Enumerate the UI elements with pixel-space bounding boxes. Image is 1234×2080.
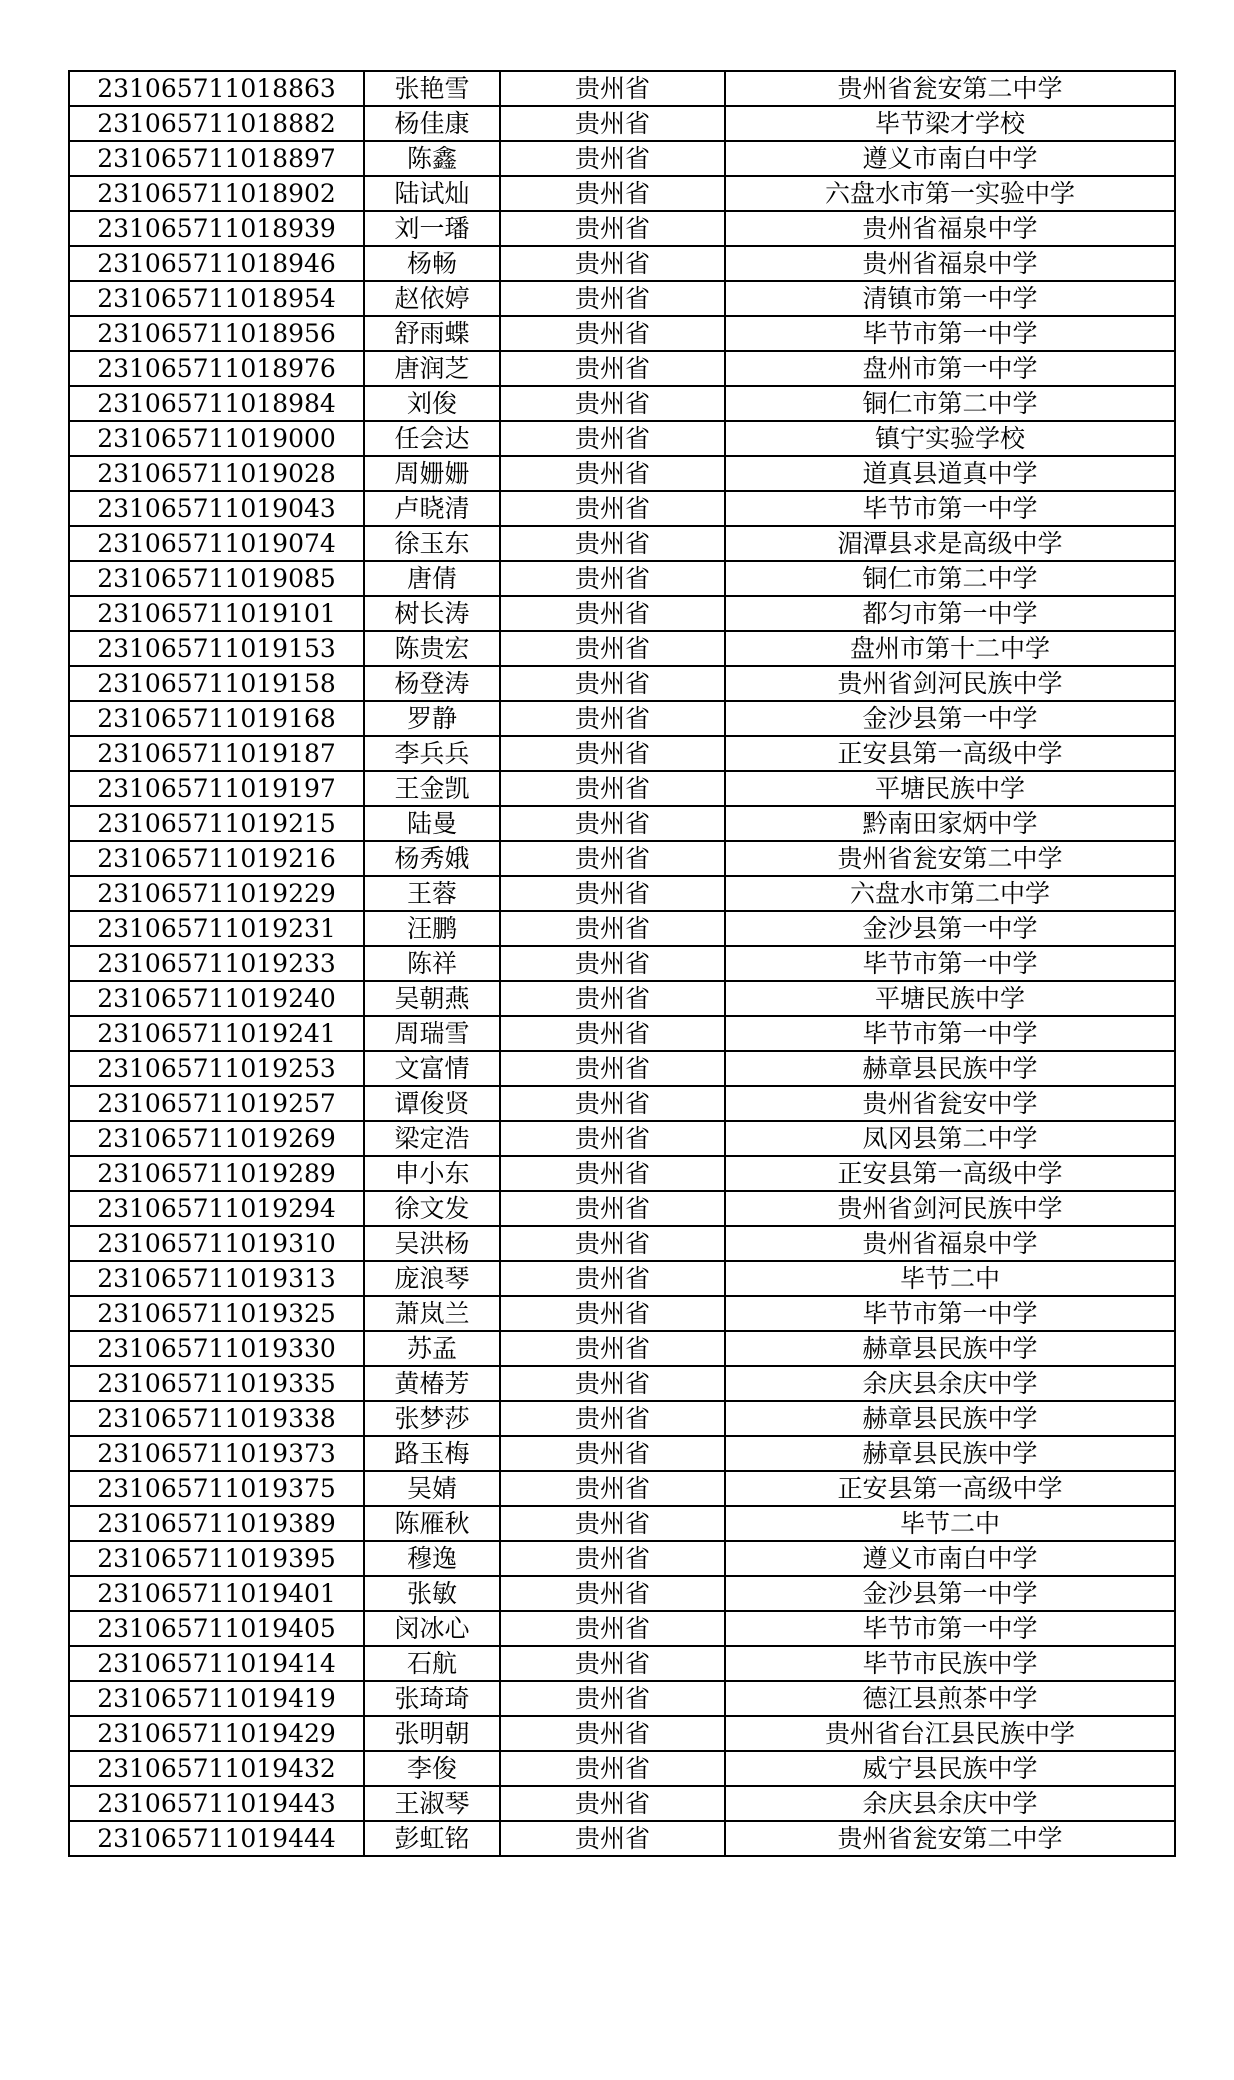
name-cell: 卢晓清 xyxy=(364,491,500,526)
province-cell: 贵州省 xyxy=(500,281,725,316)
table-row xyxy=(69,596,1175,631)
province-cell: 贵州省 xyxy=(500,141,725,176)
province-cell: 贵州省 xyxy=(500,1681,725,1716)
school-cell: 清镇市第一中学 xyxy=(725,281,1175,316)
province-cell: 贵州省 xyxy=(500,106,725,141)
roster-table xyxy=(68,70,1176,1857)
candidate-id-cell: 231065711019231 xyxy=(69,911,364,946)
province-cell: 贵州省 xyxy=(500,246,725,281)
table-row xyxy=(69,561,1175,596)
table-row xyxy=(69,246,1175,281)
table-row xyxy=(69,841,1175,876)
candidate-id-cell: 231065711019241 xyxy=(69,1016,364,1051)
province-cell: 贵州省 xyxy=(500,1016,725,1051)
school-cell: 凤冈县第二中学 xyxy=(725,1121,1175,1156)
candidate-id-cell: 231065711019419 xyxy=(69,1681,364,1716)
candidate-id-cell: 231065711019289 xyxy=(69,1156,364,1191)
school-cell: 贵州省剑河民族中学 xyxy=(725,1191,1175,1226)
candidate-id-cell: 231065711018863 xyxy=(69,71,364,106)
table-row xyxy=(69,1191,1175,1226)
school-cell: 六盘水市第二中学 xyxy=(725,876,1175,911)
name-cell: 李兵兵 xyxy=(364,736,500,771)
name-cell: 陆试灿 xyxy=(364,176,500,211)
name-cell: 陆曼 xyxy=(364,806,500,841)
province-cell: 贵州省 xyxy=(500,1226,725,1261)
school-cell: 毕节市第一中学 xyxy=(725,491,1175,526)
name-cell: 陈祥 xyxy=(364,946,500,981)
province-cell: 贵州省 xyxy=(500,211,725,246)
province-cell: 贵州省 xyxy=(500,1051,725,1086)
province-cell: 贵州省 xyxy=(500,1646,725,1681)
province-cell: 贵州省 xyxy=(500,1261,725,1296)
candidate-id-cell: 231065711018897 xyxy=(69,141,364,176)
name-cell: 唐倩 xyxy=(364,561,500,596)
school-cell: 毕节市第一中学 xyxy=(725,316,1175,351)
name-cell: 刘一璠 xyxy=(364,211,500,246)
school-cell: 正安县第一高级中学 xyxy=(725,1471,1175,1506)
name-cell: 李俊 xyxy=(364,1751,500,1786)
province-cell: 贵州省 xyxy=(500,316,725,351)
school-cell: 毕节市第一中学 xyxy=(725,1016,1175,1051)
province-cell: 贵州省 xyxy=(500,771,725,806)
candidate-id-cell: 231065711019215 xyxy=(69,806,364,841)
school-cell: 平塘民族中学 xyxy=(725,981,1175,1016)
province-cell: 贵州省 xyxy=(500,1716,725,1751)
candidate-id-cell: 231065711019074 xyxy=(69,526,364,561)
table-row xyxy=(69,211,1175,246)
candidate-id-cell: 231065711019443 xyxy=(69,1786,364,1821)
name-cell: 文富情 xyxy=(364,1051,500,1086)
candidate-id-cell: 231065711018882 xyxy=(69,106,364,141)
table-row xyxy=(69,71,1175,106)
school-cell: 六盘水市第一实验中学 xyxy=(725,176,1175,211)
table-row xyxy=(69,1821,1175,1856)
candidate-id-cell: 231065711019389 xyxy=(69,1506,364,1541)
school-cell: 贵州省瓮安第二中学 xyxy=(725,1821,1175,1856)
school-cell: 金沙县第一中学 xyxy=(725,701,1175,736)
candidate-id-cell: 231065711018902 xyxy=(69,176,364,211)
name-cell: 周姗姗 xyxy=(364,456,500,491)
name-cell: 王淑琴 xyxy=(364,1786,500,1821)
school-cell: 贵州省瓮安第二中学 xyxy=(725,71,1175,106)
candidate-id-cell: 231065711019335 xyxy=(69,1366,364,1401)
school-cell: 赫章县民族中学 xyxy=(725,1331,1175,1366)
table-row xyxy=(69,1611,1175,1646)
table-row xyxy=(69,631,1175,666)
name-cell: 黄椿芳 xyxy=(364,1366,500,1401)
table-row xyxy=(69,771,1175,806)
table-row xyxy=(69,1681,1175,1716)
table-row xyxy=(69,1786,1175,1821)
name-cell: 杨佳康 xyxy=(364,106,500,141)
table-row xyxy=(69,1366,1175,1401)
province-cell: 贵州省 xyxy=(500,1576,725,1611)
table-row xyxy=(69,1541,1175,1576)
school-cell: 金沙县第一中学 xyxy=(725,1576,1175,1611)
school-cell: 毕节梁才学校 xyxy=(725,106,1175,141)
table-row xyxy=(69,946,1175,981)
school-cell: 贵州省瓮安中学 xyxy=(725,1086,1175,1121)
candidate-id-cell: 231065711018984 xyxy=(69,386,364,421)
table-row xyxy=(69,316,1175,351)
name-cell: 吴婧 xyxy=(364,1471,500,1506)
table-row xyxy=(69,911,1175,946)
province-cell: 贵州省 xyxy=(500,1401,725,1436)
name-cell: 舒雨蝶 xyxy=(364,316,500,351)
name-cell: 唐润芝 xyxy=(364,351,500,386)
candidate-id-cell: 231065711019429 xyxy=(69,1716,364,1751)
candidate-id-cell: 231065711019233 xyxy=(69,946,364,981)
name-cell: 穆逸 xyxy=(364,1541,500,1576)
school-cell: 贵州省台江县民族中学 xyxy=(725,1716,1175,1751)
table-row xyxy=(69,421,1175,456)
candidate-id-cell: 231065711019338 xyxy=(69,1401,364,1436)
candidate-id-cell: 231065711019325 xyxy=(69,1296,364,1331)
candidate-id-cell: 231065711018954 xyxy=(69,281,364,316)
name-cell: 陈鑫 xyxy=(364,141,500,176)
name-cell: 苏孟 xyxy=(364,1331,500,1366)
province-cell: 贵州省 xyxy=(500,666,725,701)
province-cell: 贵州省 xyxy=(500,736,725,771)
school-cell: 道真县道真中学 xyxy=(725,456,1175,491)
school-cell: 毕节二中 xyxy=(725,1261,1175,1296)
school-cell: 盘州市第一中学 xyxy=(725,351,1175,386)
candidate-id-cell: 231065711019158 xyxy=(69,666,364,701)
name-cell: 杨登涛 xyxy=(364,666,500,701)
table-row xyxy=(69,1331,1175,1366)
table-row xyxy=(69,1016,1175,1051)
name-cell: 杨秀娥 xyxy=(364,841,500,876)
school-cell: 铜仁市第二中学 xyxy=(725,561,1175,596)
table-row xyxy=(69,386,1175,421)
province-cell: 贵州省 xyxy=(500,911,725,946)
table-row xyxy=(69,526,1175,561)
province-cell: 贵州省 xyxy=(500,1821,725,1856)
table-row xyxy=(69,876,1175,911)
table-row xyxy=(69,491,1175,526)
province-cell: 贵州省 xyxy=(500,526,725,561)
table-row xyxy=(69,806,1175,841)
name-cell: 王蓉 xyxy=(364,876,500,911)
province-cell: 贵州省 xyxy=(500,421,725,456)
name-cell: 庞浪琴 xyxy=(364,1261,500,1296)
school-cell: 遵义市南白中学 xyxy=(725,141,1175,176)
name-cell: 路玉梅 xyxy=(364,1436,500,1471)
school-cell: 平塘民族中学 xyxy=(725,771,1175,806)
name-cell: 陈贵宏 xyxy=(364,631,500,666)
candidate-id-cell: 231065711019444 xyxy=(69,1821,364,1856)
candidate-id-cell: 231065711019313 xyxy=(69,1261,364,1296)
table-row xyxy=(69,1226,1175,1261)
school-cell: 贵州省剑河民族中学 xyxy=(725,666,1175,701)
candidate-id-cell: 231065711019330 xyxy=(69,1331,364,1366)
table-row xyxy=(69,1086,1175,1121)
table-row xyxy=(69,1716,1175,1751)
table-row xyxy=(69,141,1175,176)
candidate-id-cell: 231065711019240 xyxy=(69,981,364,1016)
table-row xyxy=(69,1576,1175,1611)
school-cell: 贵州省福泉中学 xyxy=(725,1226,1175,1261)
candidate-id-cell: 231065711019229 xyxy=(69,876,364,911)
candidate-id-cell: 231065711019401 xyxy=(69,1576,364,1611)
province-cell: 贵州省 xyxy=(500,386,725,421)
table-row xyxy=(69,456,1175,491)
name-cell: 树长涛 xyxy=(364,596,500,631)
name-cell: 张明朝 xyxy=(364,1716,500,1751)
province-cell: 贵州省 xyxy=(500,1471,725,1506)
province-cell: 贵州省 xyxy=(500,1191,725,1226)
school-cell: 湄潭县求是高级中学 xyxy=(725,526,1175,561)
school-cell: 黔南田家炳中学 xyxy=(725,806,1175,841)
school-cell: 贵州省福泉中学 xyxy=(725,211,1175,246)
province-cell: 贵州省 xyxy=(500,1541,725,1576)
province-cell: 贵州省 xyxy=(500,1086,725,1121)
province-cell: 贵州省 xyxy=(500,1121,725,1156)
province-cell: 贵州省 xyxy=(500,596,725,631)
name-cell: 罗静 xyxy=(364,701,500,736)
province-cell: 贵州省 xyxy=(500,946,725,981)
province-cell: 贵州省 xyxy=(500,1156,725,1191)
candidate-id-cell: 231065711019375 xyxy=(69,1471,364,1506)
province-cell: 贵州省 xyxy=(500,806,725,841)
table-row xyxy=(69,1051,1175,1086)
candidate-id-cell: 231065711019294 xyxy=(69,1191,364,1226)
candidate-id-cell: 231065711019168 xyxy=(69,701,364,736)
province-cell: 贵州省 xyxy=(500,981,725,1016)
province-cell: 贵州省 xyxy=(500,1331,725,1366)
province-cell: 贵州省 xyxy=(500,841,725,876)
school-cell: 毕节市第一中学 xyxy=(725,1611,1175,1646)
candidate-id-cell: 231065711019153 xyxy=(69,631,364,666)
name-cell: 闵冰心 xyxy=(364,1611,500,1646)
province-cell: 贵州省 xyxy=(500,631,725,666)
candidate-id-cell: 231065711019253 xyxy=(69,1051,364,1086)
candidate-id-cell: 231065711018939 xyxy=(69,211,364,246)
province-cell: 贵州省 xyxy=(500,1296,725,1331)
school-cell: 盘州市第十二中学 xyxy=(725,631,1175,666)
name-cell: 任会达 xyxy=(364,421,500,456)
candidate-id-cell: 231065711019187 xyxy=(69,736,364,771)
candidate-id-cell: 231065711019257 xyxy=(69,1086,364,1121)
school-cell: 毕节二中 xyxy=(725,1506,1175,1541)
candidate-id-cell: 231065711019085 xyxy=(69,561,364,596)
name-cell: 张梦莎 xyxy=(364,1401,500,1436)
province-cell: 贵州省 xyxy=(500,1786,725,1821)
name-cell: 赵依婷 xyxy=(364,281,500,316)
table-row xyxy=(69,1401,1175,1436)
school-cell: 毕节市第一中学 xyxy=(725,946,1175,981)
name-cell: 周瑞雪 xyxy=(364,1016,500,1051)
school-cell: 金沙县第一中学 xyxy=(725,911,1175,946)
school-cell: 正安县第一高级中学 xyxy=(725,1156,1175,1191)
province-cell: 贵州省 xyxy=(500,1506,725,1541)
table-row xyxy=(69,176,1175,211)
candidate-id-cell: 231065711019310 xyxy=(69,1226,364,1261)
province-cell: 贵州省 xyxy=(500,491,725,526)
school-cell: 贵州省瓮安第二中学 xyxy=(725,841,1175,876)
candidate-id-cell: 231065711018956 xyxy=(69,316,364,351)
table-row xyxy=(69,1471,1175,1506)
candidate-id-cell: 231065711019197 xyxy=(69,771,364,806)
school-cell: 铜仁市第二中学 xyxy=(725,386,1175,421)
name-cell: 张敏 xyxy=(364,1576,500,1611)
province-cell: 贵州省 xyxy=(500,456,725,491)
table-row xyxy=(69,701,1175,736)
province-cell: 贵州省 xyxy=(500,701,725,736)
table-row xyxy=(69,1751,1175,1786)
name-cell: 汪鹏 xyxy=(364,911,500,946)
candidate-id-cell: 231065711019432 xyxy=(69,1751,364,1786)
candidate-id-cell: 231065711019373 xyxy=(69,1436,364,1471)
school-cell: 德江县煎茶中学 xyxy=(725,1681,1175,1716)
school-cell: 遵义市南白中学 xyxy=(725,1541,1175,1576)
province-cell: 贵州省 xyxy=(500,1436,725,1471)
candidate-id-cell: 231065711019043 xyxy=(69,491,364,526)
name-cell: 彭虹铭 xyxy=(364,1821,500,1856)
school-cell: 镇宁实验学校 xyxy=(725,421,1175,456)
table-row xyxy=(69,1261,1175,1296)
name-cell: 石航 xyxy=(364,1646,500,1681)
candidate-id-cell: 231065711019405 xyxy=(69,1611,364,1646)
school-cell: 赫章县民族中学 xyxy=(725,1051,1175,1086)
school-cell: 余庆县余庆中学 xyxy=(725,1366,1175,1401)
name-cell: 张琦琦 xyxy=(364,1681,500,1716)
school-cell: 都匀市第一中学 xyxy=(725,596,1175,631)
name-cell: 杨畅 xyxy=(364,246,500,281)
roster-body xyxy=(69,71,1175,1856)
candidate-id-cell: 231065711019101 xyxy=(69,596,364,631)
name-cell: 萧岚兰 xyxy=(364,1296,500,1331)
school-cell: 威宁县民族中学 xyxy=(725,1751,1175,1786)
school-cell: 毕节市第一中学 xyxy=(725,1296,1175,1331)
table-row xyxy=(69,106,1175,141)
candidate-id-cell: 231065711019028 xyxy=(69,456,364,491)
table-row xyxy=(69,351,1175,386)
school-cell: 毕节市民族中学 xyxy=(725,1646,1175,1681)
name-cell: 申小东 xyxy=(364,1156,500,1191)
name-cell: 刘俊 xyxy=(364,386,500,421)
table-row xyxy=(69,1646,1175,1681)
province-cell: 贵州省 xyxy=(500,1751,725,1786)
table-row xyxy=(69,666,1175,701)
name-cell: 王金凯 xyxy=(364,771,500,806)
name-cell: 陈雁秋 xyxy=(364,1506,500,1541)
name-cell: 吴洪杨 xyxy=(364,1226,500,1261)
candidate-id-cell: 231065711019414 xyxy=(69,1646,364,1681)
table-row xyxy=(69,1156,1175,1191)
school-cell: 赫章县民族中学 xyxy=(725,1436,1175,1471)
province-cell: 贵州省 xyxy=(500,1366,725,1401)
name-cell: 梁定浩 xyxy=(364,1121,500,1156)
table-row xyxy=(69,1121,1175,1156)
candidate-id-cell: 231065711019269 xyxy=(69,1121,364,1156)
candidate-id-cell: 231065711019000 xyxy=(69,421,364,456)
table-row xyxy=(69,281,1175,316)
table-row xyxy=(69,1436,1175,1471)
province-cell: 贵州省 xyxy=(500,561,725,596)
candidate-id-cell: 231065711018946 xyxy=(69,246,364,281)
province-cell: 贵州省 xyxy=(500,876,725,911)
name-cell: 吴朝燕 xyxy=(364,981,500,1016)
table-row xyxy=(69,981,1175,1016)
name-cell: 徐文发 xyxy=(364,1191,500,1226)
candidate-id-cell: 231065711019395 xyxy=(69,1541,364,1576)
province-cell: 贵州省 xyxy=(500,1611,725,1646)
candidate-id-cell: 231065711018976 xyxy=(69,351,364,386)
school-cell: 正安县第一高级中学 xyxy=(725,736,1175,771)
table-row xyxy=(69,1506,1175,1541)
table-row xyxy=(69,736,1175,771)
candidate-id-cell: 231065711019216 xyxy=(69,841,364,876)
name-cell: 谭俊贤 xyxy=(364,1086,500,1121)
province-cell: 贵州省 xyxy=(500,176,725,211)
name-cell: 徐玉东 xyxy=(364,526,500,561)
table-row xyxy=(69,1296,1175,1331)
school-cell: 贵州省福泉中学 xyxy=(725,246,1175,281)
school-cell: 赫章县民族中学 xyxy=(725,1401,1175,1436)
province-cell: 贵州省 xyxy=(500,351,725,386)
name-cell: 张艳雪 xyxy=(364,71,500,106)
school-cell: 余庆县余庆中学 xyxy=(725,1786,1175,1821)
province-cell: 贵州省 xyxy=(500,71,725,106)
